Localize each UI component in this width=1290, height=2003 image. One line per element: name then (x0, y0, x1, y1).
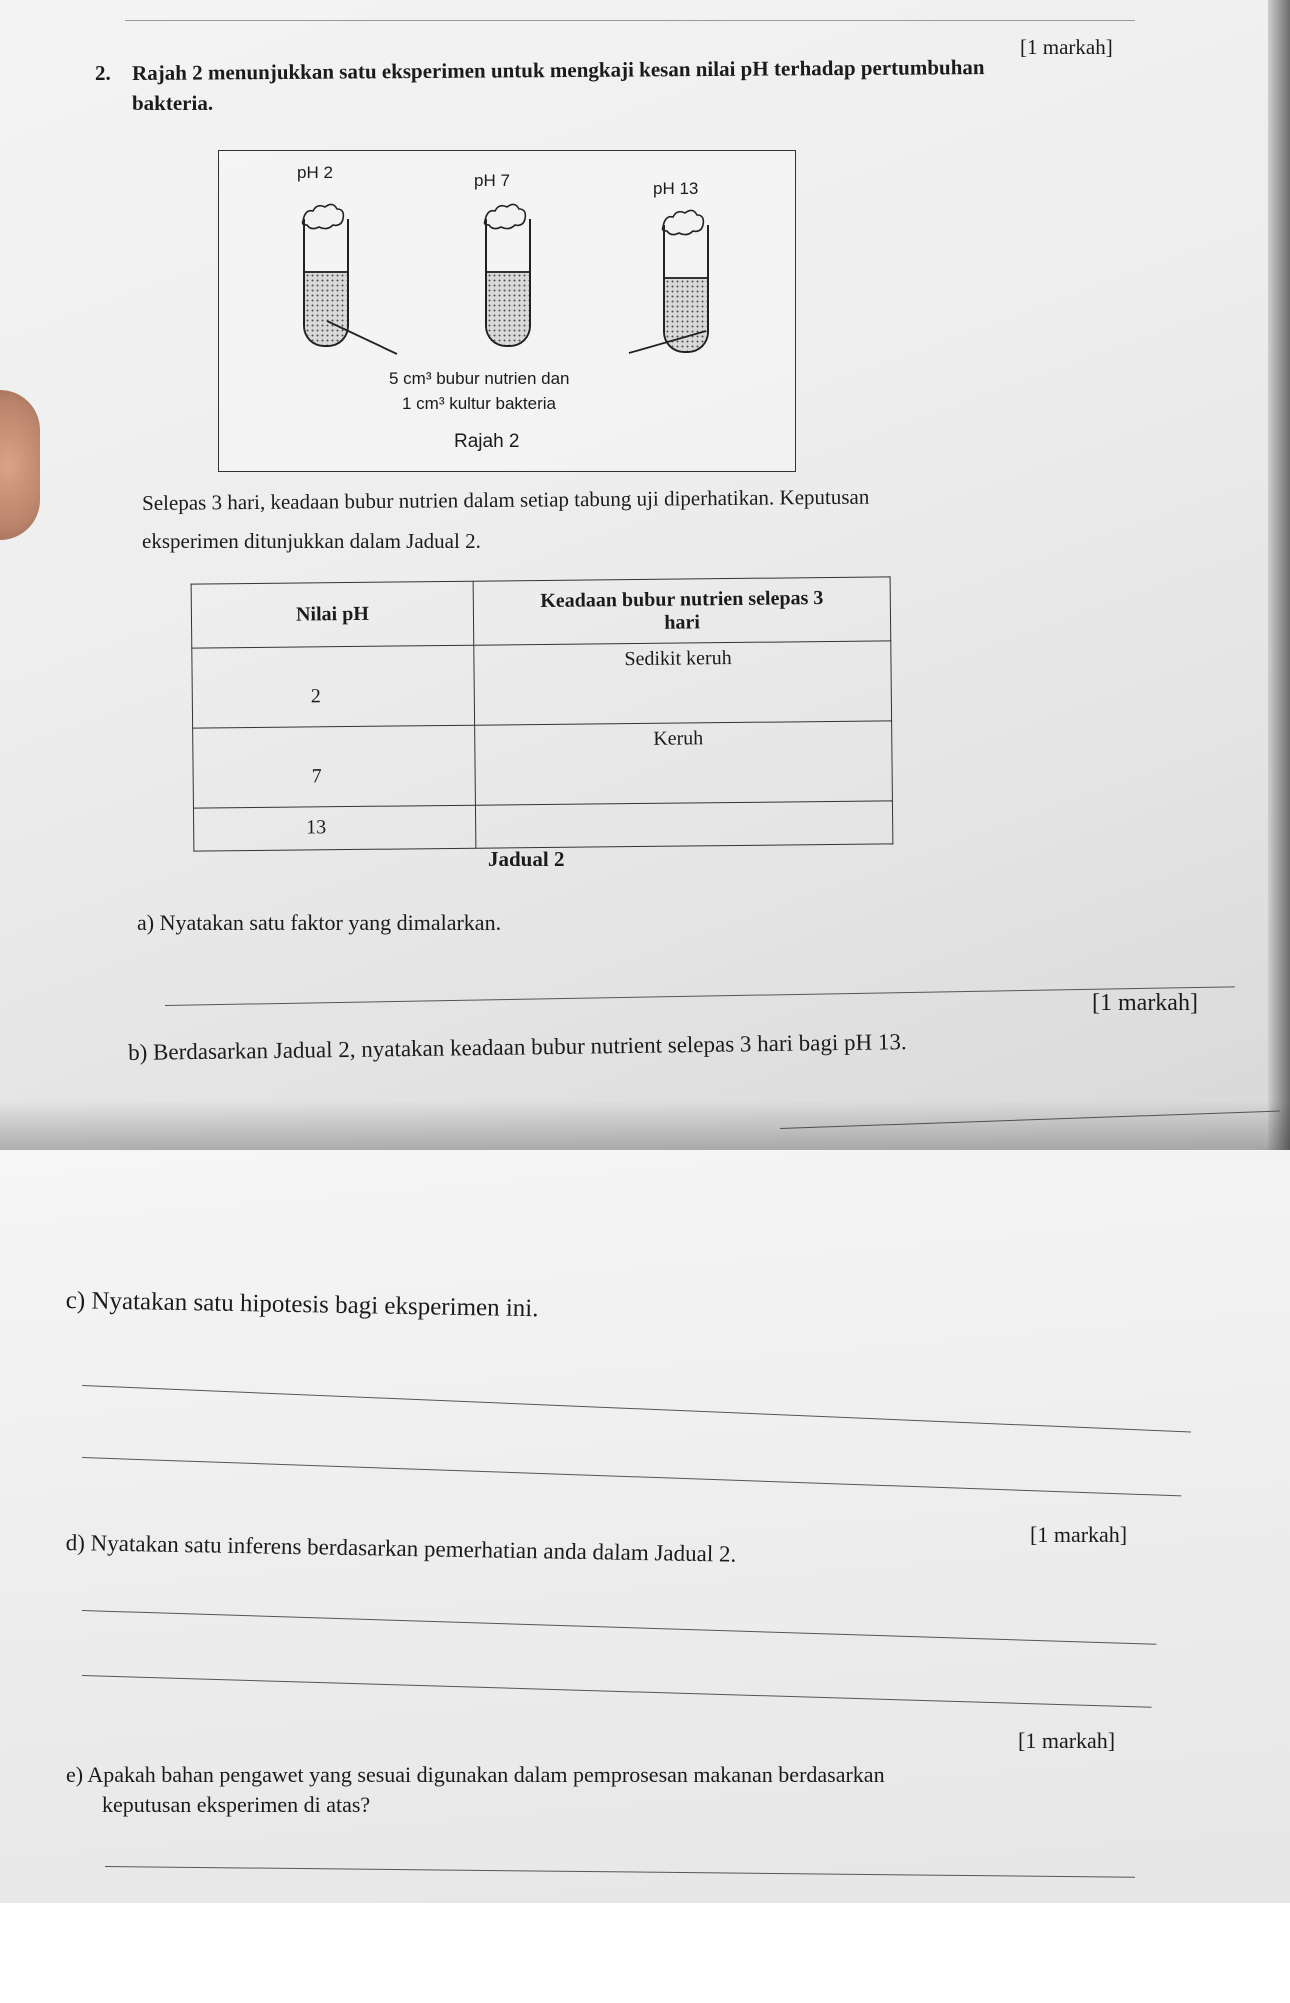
tube-label-ph2: pH 2 (297, 163, 333, 182)
marks-d: [1 markah] (1018, 1728, 1116, 1753)
answer-line-e[interactable] (105, 1866, 1135, 1878)
finger (0, 390, 40, 540)
worksheet-photo-bottom (0, 1150, 1290, 1903)
answer-line-a[interactable] (165, 986, 1235, 1006)
cell-state-empty[interactable] (475, 800, 892, 848)
cell-state: Keruh (475, 721, 893, 805)
cell-state: Sedikit keruh (474, 641, 892, 725)
page-edge-shadow (1268, 0, 1290, 1150)
table-row (192, 641, 892, 728)
marks-label: [1 markah] (1020, 35, 1113, 59)
answer-line-c1[interactable] (82, 1385, 1191, 1432)
legend-line2: 1 cm³ kultur bakteria (402, 394, 556, 413)
after-diagram-line1: Selepas 3 hari, keadaan bubur nutrien dalam setiap tabung uji diperhatikan. Keputusan (142, 484, 870, 515)
question-e-line2: keputusan eksperimen di atas? (102, 1792, 371, 1817)
marks-c: [1 markah] (1030, 1522, 1128, 1547)
table-caption: Jadual 2 (488, 847, 565, 871)
marks-a: [1 markah] (1092, 990, 1198, 1016)
after-diagram-line2: eksperimen ditunjukkan dalam Jadual 2. (142, 529, 481, 553)
table-header-state (473, 577, 891, 645)
header-state-line2: hari (664, 610, 700, 634)
answer-line-c2[interactable] (82, 1457, 1181, 1496)
table-row (193, 721, 893, 808)
tube-label-ph13: pH 13 (653, 179, 699, 198)
header-state-line1: Keadaan bubur nutrien selepas 3 (540, 586, 824, 612)
diagram-rajah-2 (218, 150, 796, 472)
question-a: a) Nyatakan satu faktor yang dimalarkan. (137, 910, 502, 935)
question-intro-line1: Rajah 2 menunjukkan satu eksperimen untuk mengkaji kesan nilai pH terhadap pertumbuhan (132, 55, 985, 85)
table-header-ph: Nilai pH (191, 581, 474, 648)
question-intro-line2: bakteria. (132, 91, 214, 115)
answer-line-d2[interactable] (82, 1675, 1152, 1708)
question-c: c) Nyatakan satu hipotesis bagi eksperimen ini. (65, 1287, 539, 1323)
question-e-line1: e) Apakah bahan pengawet yang sesuai digunakan dalam pemprosesan makanan berdasarkan (66, 1762, 885, 1787)
question-b: b) Berdasarkan Jadual 2, nyatakan keadaan bubur nutrient selepas 3 hari bagi pH 13. (128, 1029, 907, 1065)
diagram-caption: Rajah 2 (454, 431, 520, 452)
question-d: d) Nyatakan satu inferens berdasarkan pemerhatian anda dalam Jadual 2. (65, 1530, 737, 1567)
cell-ph: 2 (192, 645, 475, 728)
cell-ph: 7 (193, 725, 476, 808)
question-number: 2. (95, 61, 111, 85)
fold-shadow (0, 1100, 1290, 1150)
answer-line-d1[interactable] (82, 1610, 1157, 1645)
results-table-jadual-2 (191, 576, 894, 851)
table-row (193, 800, 892, 851)
cell-ph: 13 (193, 805, 475, 851)
top-rule (125, 20, 1135, 21)
pointer-lines (219, 151, 795, 471)
legend-line1: 5 cm³ bubur nutrien dan (389, 369, 570, 388)
tube-label-ph7: pH 7 (474, 171, 510, 190)
